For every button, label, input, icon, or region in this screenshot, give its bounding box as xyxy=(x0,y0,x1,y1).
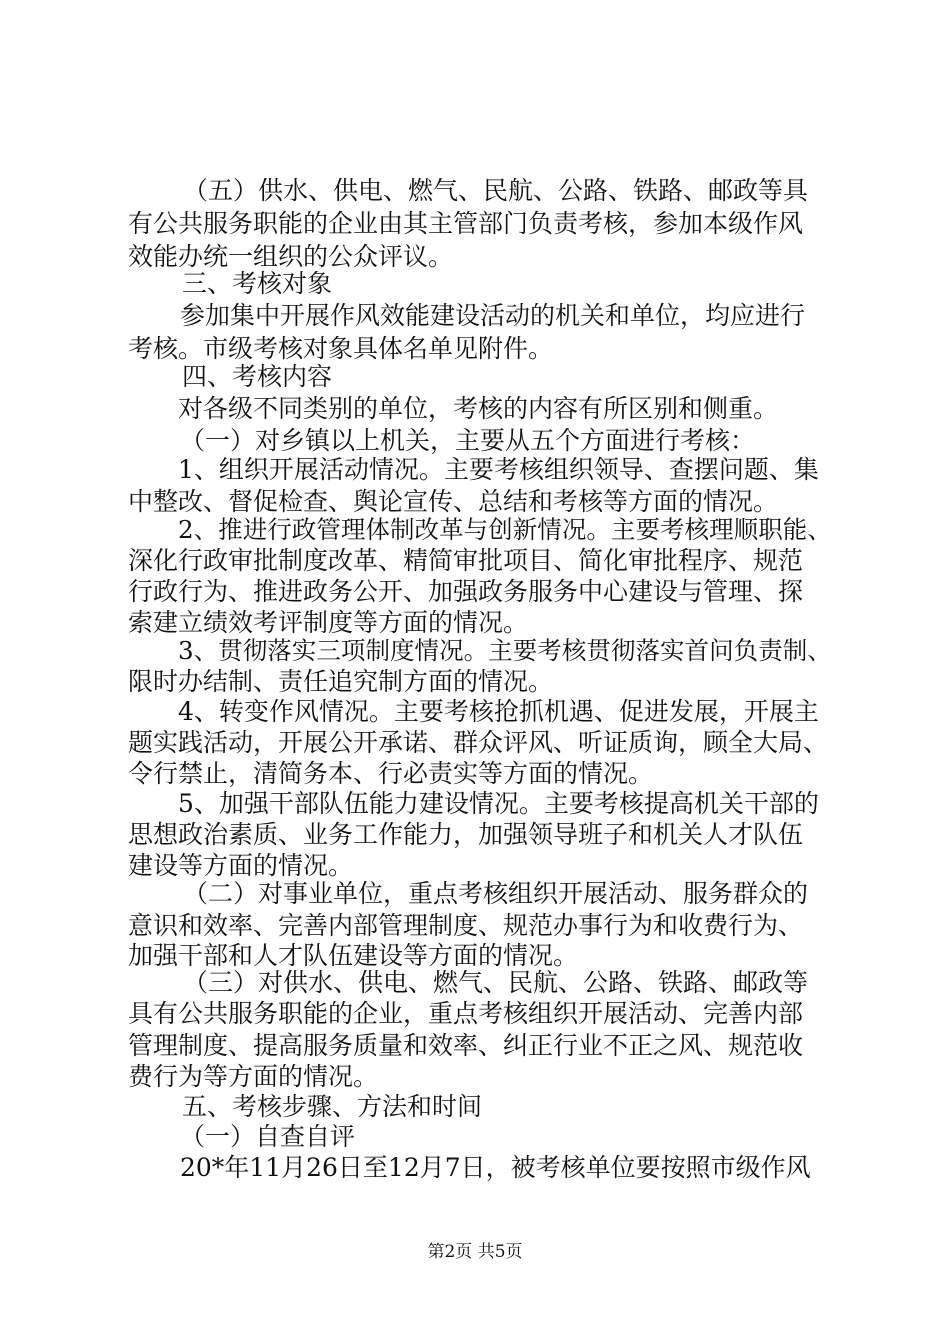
section-heading: 三、考核对象 xyxy=(182,269,333,298)
text-line: 中整改、督促检查、舆论宣传、总结和考核等方面的情况。 xyxy=(128,487,779,516)
text-line: 令行禁止，清简务本、行必责实等方面的情况。 xyxy=(128,759,654,788)
text-line: （五）供水、供电、燃气、民航、公路、铁路、邮政等具 xyxy=(183,176,809,205)
text-line: 5、加强干部队伍能力建设情况。主要考核提高机关干部的 xyxy=(178,789,819,818)
text-line: 加强干部和人才队伍建设等方面的情况。 xyxy=(128,941,579,970)
text-line: 1、组织开展活动情况。主要考核组织领导、查摆问题、集 xyxy=(178,455,819,484)
text-line: 限时办结制、责任追究制方面的情况。 xyxy=(128,667,554,696)
text-line: 考核。市级考核对象具体名单见附件。 xyxy=(128,334,554,363)
section-heading: 四、考核内容 xyxy=(182,362,333,391)
text-line: 有公共服务职能的企业由其主管部门负责考核，参加本级作风 xyxy=(128,209,804,238)
text-line: 思想政治素质、业务工作能力，加强领导班子和机关人才队伍 xyxy=(128,820,804,849)
text-line: 效能办统一组织的公众评议。 xyxy=(128,242,454,271)
text-line: 索建立绩效考评制度等方面的情况。 xyxy=(128,608,529,637)
subsection-heading: （二）对事业单位，重点考核组织开展活动、服务群众的 xyxy=(183,879,809,908)
text-line: 3、贯彻落实三项制度情况。主要考核贯彻落实首问负责制、 xyxy=(178,636,832,665)
text-line: 管理制度、提高服务质量和效率、纠正行业不正之风、规范收 xyxy=(128,1031,804,1060)
text-line: 2、推进行政管理体制改革与创新情况。主要考核理顺职能、 xyxy=(178,515,832,544)
text-line: 行政行为、推进政务公开、加强政务服务中心建设与管理、探 xyxy=(128,577,804,606)
text-line: 费行为等方面的情况。 xyxy=(128,1062,379,1091)
text-line: 20*年11月26日至12月7日，被考核单位要按照市级作风 xyxy=(180,1153,811,1182)
text-line: 对各级不同类别的单位，考核的内容有所区别和侧重。 xyxy=(178,394,779,423)
page-number: 第2页 共5页 xyxy=(427,1242,523,1262)
subsection-heading: （一）自查自评 xyxy=(180,1122,356,1151)
text-line: 深化行政审批制度改革、精简审批项目、简化审批程序、规范 xyxy=(128,546,804,575)
section-heading: 五、考核步骤、方法和时间 xyxy=(182,1092,483,1121)
text-line: 4、转变作风情况。主要考核抢抓机遇、促进发展，开展主 xyxy=(178,697,819,726)
text-line: 意识和效率、完善内部管理制度、规范办事行为和收费行为、 xyxy=(128,911,804,940)
subsection-heading: （一）对乡镇以上机关，主要从五个方面进行考核： xyxy=(180,426,756,455)
text-line: 参加集中开展作风效能建设活动的机关和单位，均应进行 xyxy=(180,301,806,330)
text-line: 具有公共服务职能的企业，重点考核组织开展活动、完善内部 xyxy=(128,999,804,1028)
text-line: 题实践活动，开展公开承诺、群众评风、听证质询，顾全大局、 xyxy=(128,728,829,757)
subsection-heading: （三）对供水、供电、燃气、民航、公路、铁路、邮政等 xyxy=(183,968,809,997)
page-footer xyxy=(0,1240,950,1264)
text-line: 建设等方面的情况。 xyxy=(128,851,354,880)
